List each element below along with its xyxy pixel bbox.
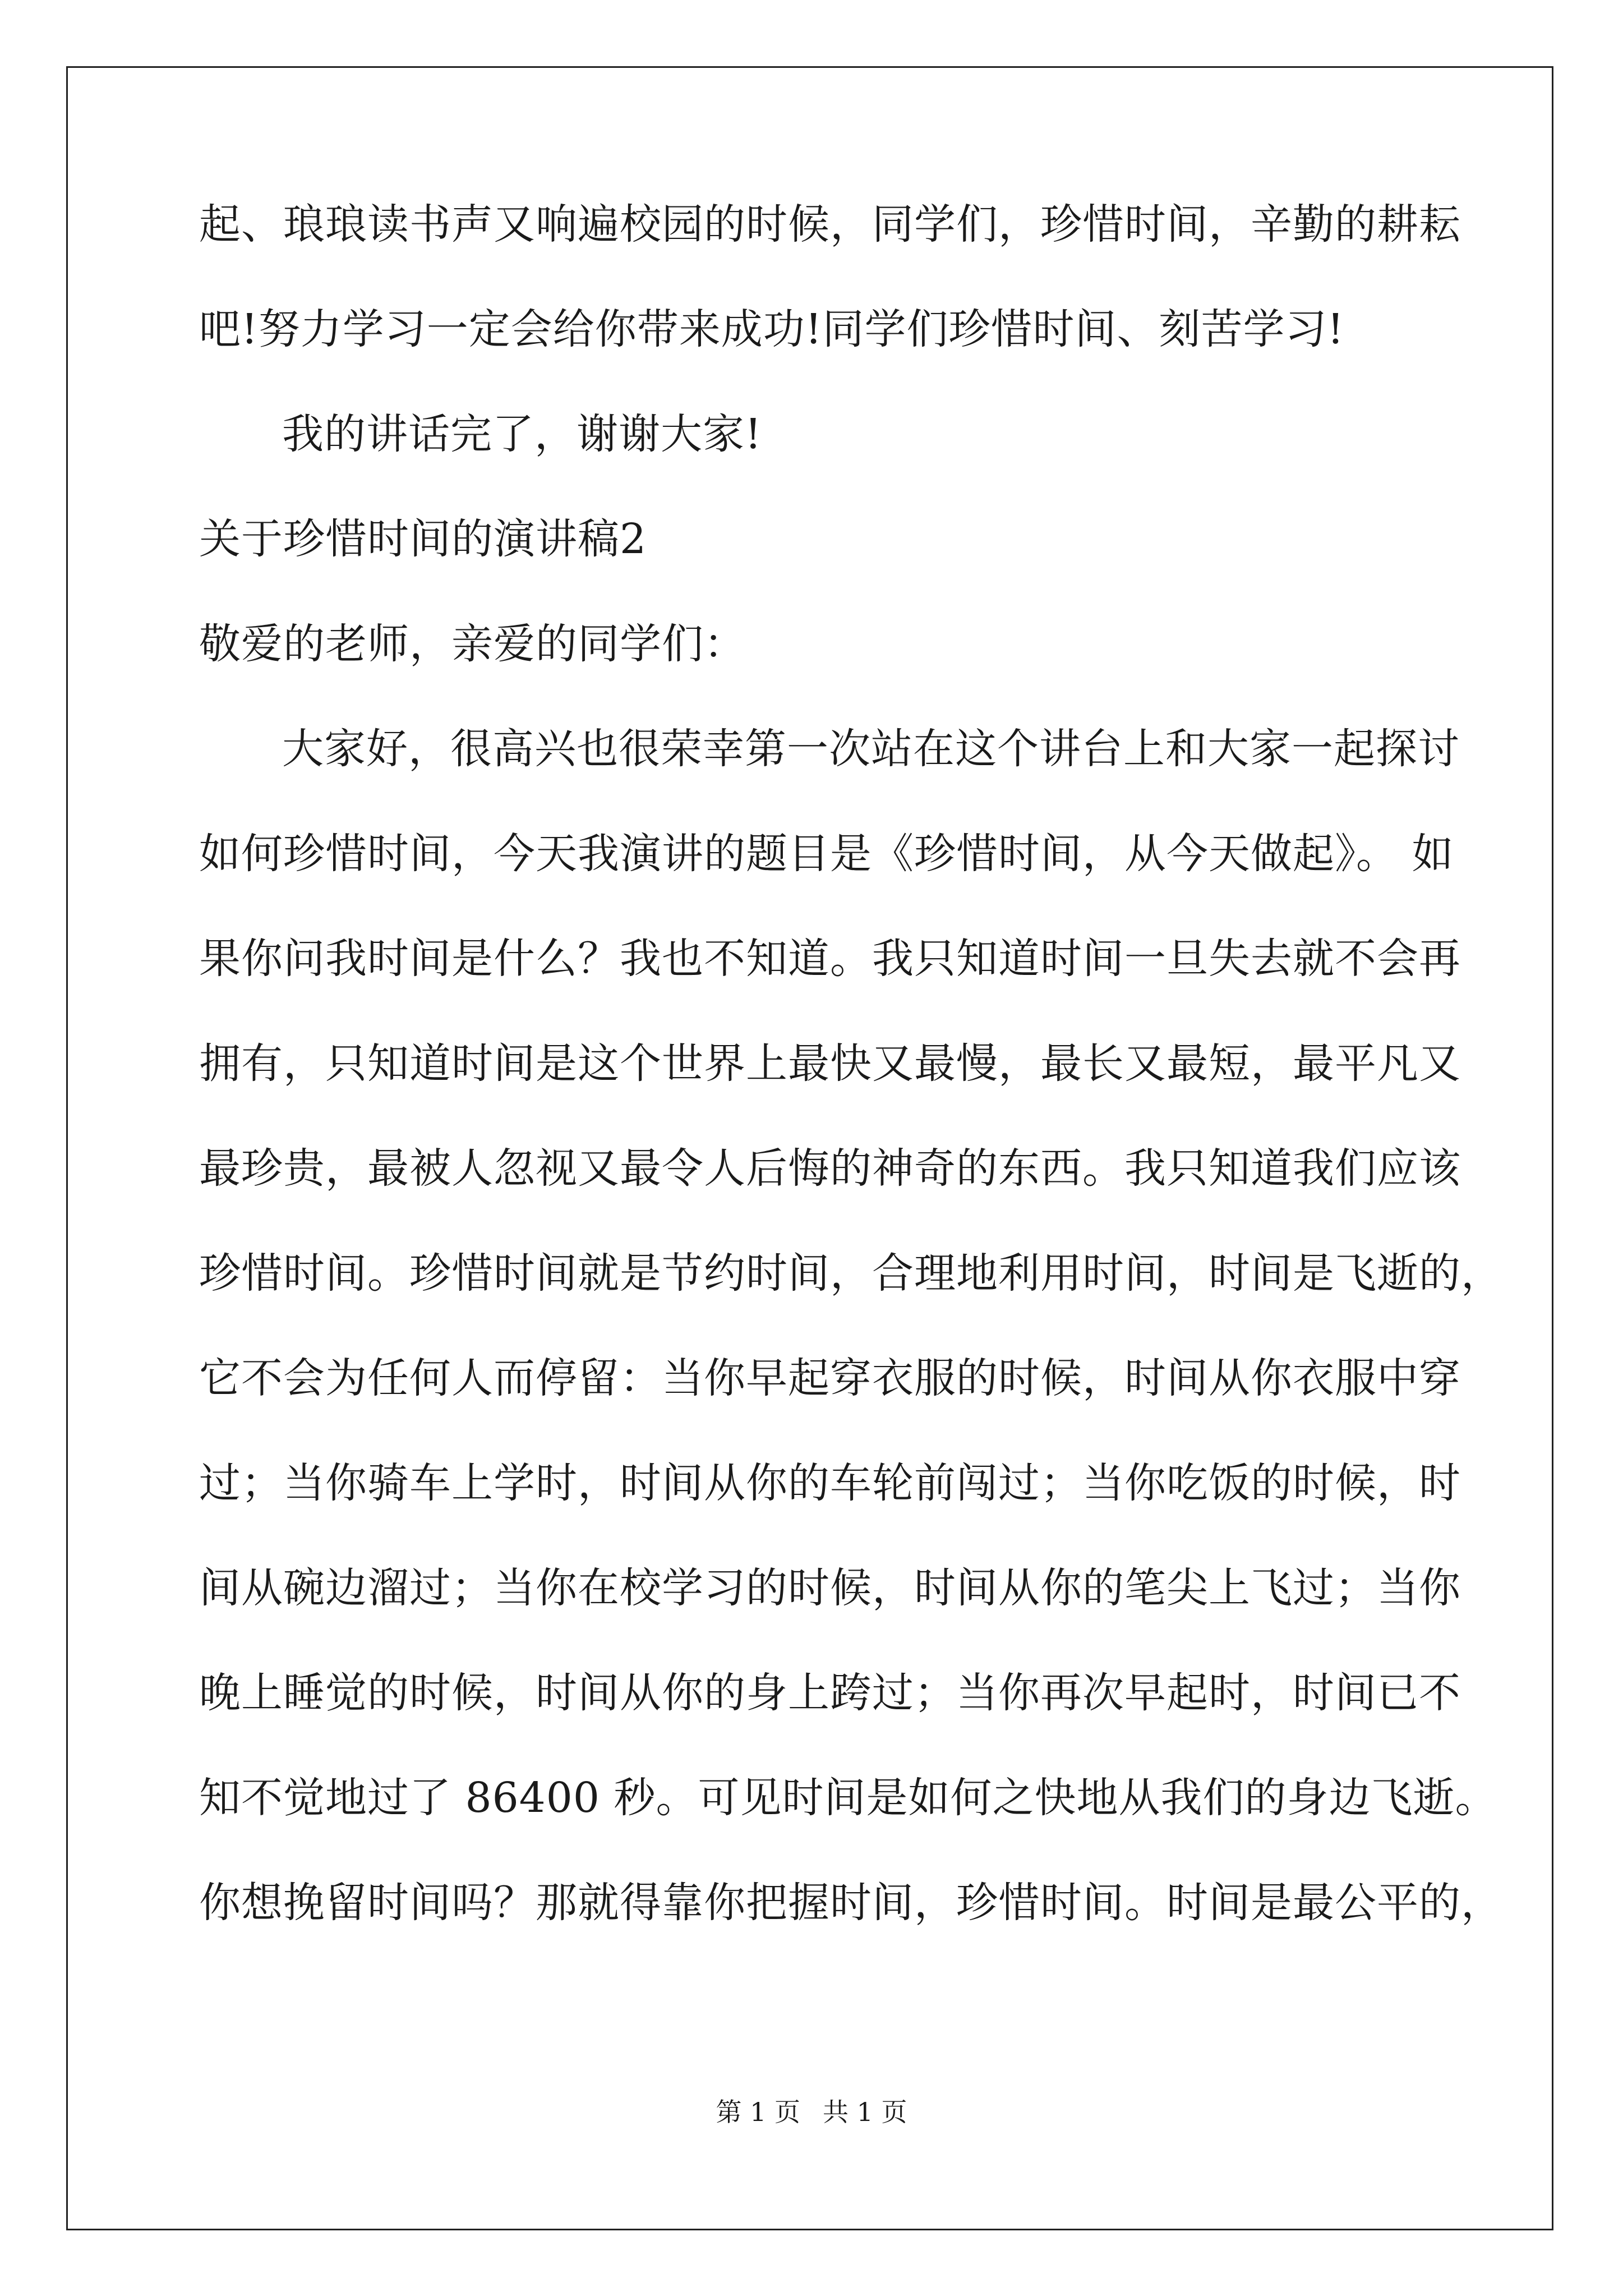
text-line-11: 珍惜时间。珍惜时间就是节约时间，合理地利用时间，时间是飞逝的， xyxy=(199,1249,1503,1297)
text-line-1: 起、琅琅读书声又响遍校园的时候，同学们，珍惜时间，辛勤的耕耘 xyxy=(199,200,1461,249)
text-line-10: 最珍贵，最被人忽视又最令人后悔的神奇的东西。我只知道我们应该 xyxy=(199,1144,1461,1193)
text-line-17: 你想挽留时间吗？那就得靠你把握时间，珍惜时间。时间是最公平的， xyxy=(199,1879,1503,1927)
section-heading: 关于珍惜时间的演讲稿2 xyxy=(199,515,647,563)
text-line-9: 拥有，只知道时间是这个世界上最快又最慢，最长又最短，最平凡又 xyxy=(199,1039,1461,1088)
text-line-2: 吧!努力学习一定会给你带来成功!同学们珍惜时间、刻苦学习! xyxy=(199,305,1345,353)
text-line-13: 过；当你骑车上学时，时间从你的车轮前闯过；当你吃饭的时候，时 xyxy=(199,1459,1461,1507)
salutation: 敬爱的老师，亲爱的同学们： xyxy=(199,620,746,668)
text-line-7: 如何珍惜时间，今天我演讲的题目是《珍惜时间，从今天做起》。 如 xyxy=(199,830,1454,878)
text-line-15: 晚上睡觉的时候，时间从你的身上跨过；当你再次早起时，时间已不 xyxy=(199,1669,1461,1717)
text-line-12: 它不会为任何人而停留：当你早起穿衣服的时候，时间从你衣服中穿 xyxy=(199,1354,1461,1402)
text-line-6: 大家好，很高兴也很荣幸第一次站在这个讲台上和大家一起探讨 xyxy=(282,725,1460,773)
page-total: 共 1 页 xyxy=(823,2097,907,2127)
page-footer xyxy=(0,2095,1623,2129)
text-line-14: 间从碗边溜过；当你在校学习的时候，时间从你的笔尖上飞过；当你 xyxy=(199,1564,1461,1612)
text-line-3: 我的讲话完了，谢谢大家! xyxy=(282,410,762,458)
text-line-16: 知不觉地过了 86400 秒。可见时间是如何之快地从我们的身边飞逝。 xyxy=(199,1774,1497,1822)
page-number: 第 1 页 xyxy=(716,2097,800,2127)
text-line-8: 果你问我时间是什么？我也不知道。我只知道时间一旦失去就不会再 xyxy=(199,935,1461,983)
